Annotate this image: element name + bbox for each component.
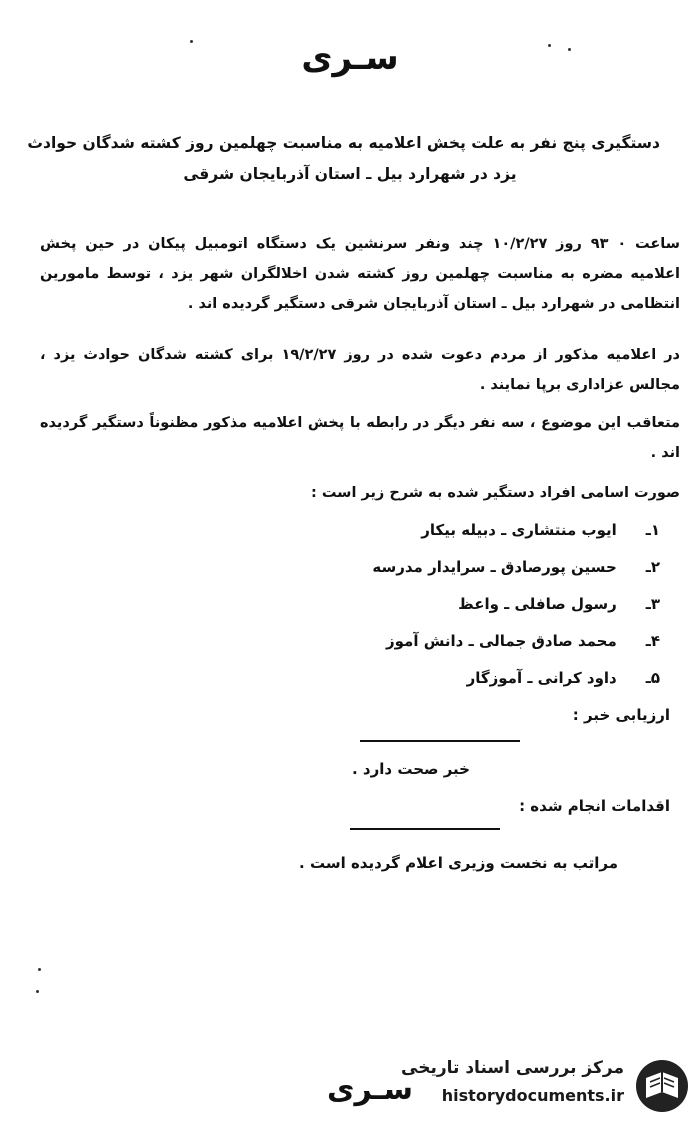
subject-line-1: دستگیری پنج نفر به علت پخش اعلامیه به مناسبت چهلمین روز کشته شدگان حوادث [27, 134, 660, 152]
list-item-number: ۲ـ [645, 558, 660, 576]
list-item-text: حسین پورصادق ـ سرایدار مدرسه [372, 558, 617, 576]
paragraph-leaflet-content: در اعلامیه مذکور از مردم دعوت شده در روز ۱۹/۲/۲۷ برای کشته شدگان حوادث یزد ، مجالس عزاداری برپا نمایند . [40, 347, 680, 393]
subject [27, 128, 660, 190]
paragraph-names-intro: صورت اسامی افراد دستگیر شده به شرح زیر است : [310, 485, 680, 501]
reaction-heading: ارزیابی خبر : [572, 706, 670, 724]
paragraph-followup-arrests: متعاقب این موضوع ، سه نفر دیگر در رابطه با پخش اعلامیه مذکور مظنوناً دستگیر گردیده اند . [40, 415, 680, 461]
list-item [40, 623, 660, 660]
actions-heading: اقدامات انجام شده : [519, 797, 670, 815]
list-item-text: محمد صادق جمالی ـ دانش آموز [386, 632, 617, 650]
watermark-url: historydocuments.ir [441, 1086, 624, 1105]
list-item [40, 660, 660, 697]
list-item [40, 586, 660, 623]
actions-heading-underline [350, 828, 500, 830]
reaction-text: خبر صحت دارد . [352, 760, 470, 778]
list-item-number: ۵ـ [645, 669, 660, 687]
speck [38, 968, 41, 971]
paragraph-arrest-details: ساعت ۰ ۹۳ روز ۱۰/۲/۲۷ چند ونفر سرنشین یک دستگاه اتومبیل پیکان در حین پخش اعلامیه مضره به مناسبت چهلمین روز کشته شدن اخلالگران شهر یزد ، توسط مامورین انتظامی در شهرارد بیل ـ استان آذربایجان شرقی دستگیر گردیده اند . [40, 236, 680, 312]
watermark [401, 1056, 698, 1114]
speck [190, 40, 193, 43]
list-item-number: ۱ـ [645, 521, 660, 539]
list-item [40, 512, 660, 549]
speck [36, 990, 39, 993]
list-item-number: ۳ـ [645, 595, 660, 613]
speck [568, 48, 571, 51]
watermark-name: مرکز بررسی اسناد تاریخی [401, 1058, 624, 1078]
list-item-text: داود کرانی ـ آموزگار [466, 669, 617, 687]
arrested-list [40, 512, 660, 697]
reaction-heading-underline [360, 740, 520, 742]
list-item [40, 549, 660, 586]
speck [548, 44, 551, 47]
list-item-number: ۴ـ [645, 632, 660, 650]
list-item-text: ایوب منتشاری ـ دبیله بیکار [421, 521, 617, 539]
subject-line-2: یزد در شهرارد بیل ـ استان آذربایجان شرقی [183, 165, 517, 183]
archive-logo-icon [634, 1058, 690, 1114]
list-item-text: رسول صافلی ـ واعظ [458, 595, 617, 613]
classification-top: سـری [301, 38, 399, 78]
actions-text: مراتب به نخست وزیری اعلام گردیده است . [299, 854, 618, 872]
classification-bottom: سـری [327, 1072, 413, 1107]
